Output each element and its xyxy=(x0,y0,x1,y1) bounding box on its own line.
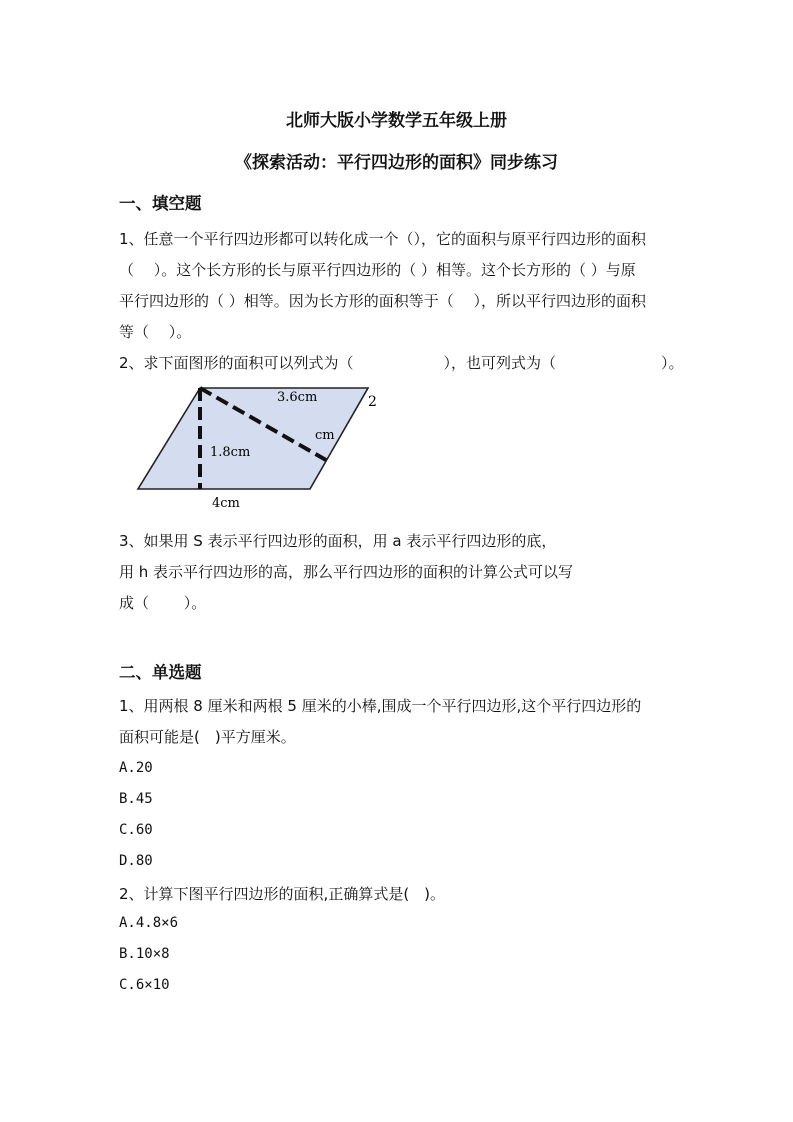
question-1-line-2: （ ）。这个长方形的长与原平行四边形的（ ）相等。这个长方形的（ ）与原 xyxy=(119,261,636,279)
mc-question-1-option-c: C.60 xyxy=(119,822,153,838)
mc-question-1-line-1: 1、用两根 8 厘米和两根 5 厘米的小棒,围成一个平行四边形,这个平行四边形的 xyxy=(119,697,642,715)
parallelogram-figure xyxy=(130,380,390,515)
label-cm: cm xyxy=(315,428,335,443)
question-3-line-2: 用 h 表示平行四边形的高，那么平行四边形的面积的计算公式可以写 xyxy=(119,563,574,581)
mc-question-1-option-a: A.20 xyxy=(119,760,153,776)
question-3-line-1: 3、如果用 S 表示平行四边形的面积，用 a 表示平行四边形的底， xyxy=(119,532,557,550)
section-heading-fill-blank: 一、填空题 xyxy=(119,194,202,213)
label-base: 4cm xyxy=(212,496,240,511)
mc-question-2-option-b: B.10×8 xyxy=(119,946,170,962)
mc-question-2-text: 2、计算下图平行四边形的面积,正确算式是( )。 xyxy=(119,885,446,903)
question-1-line-3: 平行四边形的（ ）相等。因为长方形的面积等于（ ），所以平行四边形的面积 xyxy=(119,292,647,310)
label-right-2: 2 xyxy=(368,394,377,410)
section-heading-single-choice: 二、单选题 xyxy=(119,663,202,682)
question-1-line-4: 等（ ）。 xyxy=(119,323,192,341)
mc-question-2-option-c: C.6×10 xyxy=(119,977,170,993)
mc-question-1-option-b: B.45 xyxy=(119,791,153,807)
mc-question-2-option-a: A.4.8×6 xyxy=(119,915,179,931)
question-1-line-1: 1、任意一个平行四边形都可以转化成一个（），它的面积与原平行四边形的面积 xyxy=(119,230,647,248)
document-subtitle: 《探索活动：平行四边形的面积》同步练习 xyxy=(235,153,558,173)
question-2-text: 2、求下面图形的面积可以列式为（ ），也可列式为（ ）。 xyxy=(119,354,684,372)
label-top: 3.6cm xyxy=(277,390,318,405)
mc-question-1-line-2: 面积可能是( )平方厘米。 xyxy=(119,728,296,746)
label-height: 1.8cm xyxy=(210,445,251,460)
question-3-line-3: 成（ ）。 xyxy=(119,594,207,612)
mc-question-1-option-d: D.80 xyxy=(119,853,153,869)
document-title: 北师大版小学数学五年级上册 xyxy=(286,111,507,131)
